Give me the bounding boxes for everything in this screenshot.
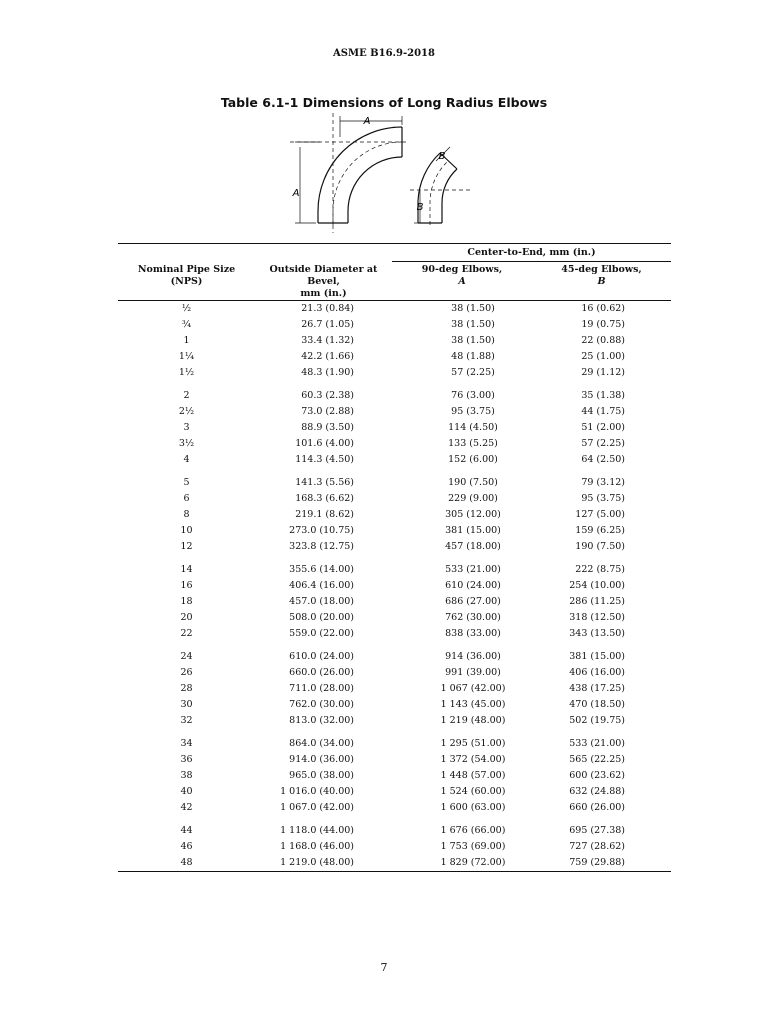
cell-od: 406.4 (16.00) (289, 579, 354, 591)
cell-90deg: 533 (21.00) (445, 563, 501, 575)
table-row (118, 784, 671, 800)
cell-nps: 42 (180, 801, 193, 813)
cell-45deg: 343 (13.50) (569, 627, 626, 639)
cell-od: 1 219.0 (48.00) (255, 855, 392, 872)
cell-45deg: 381 (15.00) (569, 650, 626, 662)
cell-90deg: 1 829 (72.00) (392, 855, 532, 872)
cell-nps: 10 (180, 524, 193, 536)
cell-nps: 34 (180, 737, 193, 749)
cell-90deg: 1 067 (42.00) (440, 682, 506, 694)
cell-od: 73.0 (2.88) (301, 405, 354, 417)
cell-nps: 40 (180, 785, 193, 797)
cell-nps: 48 (118, 855, 255, 872)
cell-90deg: 57 (2.25) (451, 366, 495, 378)
table-row (118, 404, 671, 420)
table-row (118, 555, 671, 578)
cell-45deg: 759 (29.88) (532, 855, 671, 872)
cell-90deg: 1 600 (63.00) (440, 801, 506, 813)
cell-nps: 5 (183, 476, 190, 488)
cell-od: 101.6 (4.00) (295, 437, 354, 449)
cell-45deg: 44 (1.75) (581, 405, 626, 417)
cell-45deg: 438 (17.25) (569, 682, 626, 694)
cell-nps: 36 (180, 753, 193, 765)
cell-od: 355.6 (14.00) (289, 563, 354, 575)
table-row (118, 317, 671, 333)
cell-nps: 2½ (178, 405, 195, 417)
cell-nps: 2 (183, 389, 190, 401)
cell-od: 88.9 (3.50) (301, 421, 354, 433)
cell-nps: 1½ (178, 366, 195, 378)
cell-od: 33.4 (1.32) (301, 334, 354, 346)
cell-90deg: 1 676 (66.00) (440, 824, 506, 836)
cell-od: 42.2 (1.66) (301, 350, 354, 362)
cell-od: 26.7 (1.05) (301, 318, 354, 330)
cell-90deg: 95 (3.75) (451, 405, 495, 417)
cell-90deg: 48 (1.88) (451, 350, 495, 362)
cell-90deg: 305 (12.00) (445, 508, 501, 520)
table-row (118, 665, 671, 681)
cell-od: 168.3 (6.62) (295, 492, 354, 504)
cell-90deg: 1 143 (45.00) (440, 698, 506, 710)
cell-nps: 3½ (178, 437, 195, 449)
cell-90deg: 133 (5.25) (448, 437, 498, 449)
cell-od: 457.0 (18.00) (289, 595, 354, 607)
cell-nps: 1 (183, 334, 190, 346)
cell-od: 1 168.0 (46.00) (280, 840, 354, 852)
cell-90deg: 381 (15.00) (445, 524, 501, 536)
table-row (118, 523, 671, 539)
cell-45deg: 632 (24.88) (569, 785, 626, 797)
table-row (118, 539, 671, 555)
cell-nps: 3 (183, 421, 190, 433)
cell-45deg: 502 (19.75) (569, 714, 626, 726)
table-row (118, 697, 671, 713)
table-row (118, 855, 671, 872)
cell-nps: 24 (180, 650, 193, 662)
cell-od: 1 118.0 (44.00) (280, 824, 354, 836)
cell-90deg: 914 (36.00) (445, 650, 501, 662)
cell-nps: 18 (180, 595, 193, 607)
table-row (118, 752, 671, 768)
table-row (118, 642, 671, 665)
cell-45deg: 406 (16.00) (569, 666, 626, 678)
table-row (118, 768, 671, 784)
dim-label-a-side: A (292, 188, 300, 199)
cell-90deg: 1 448 (57.00) (440, 769, 506, 781)
cell-90deg: 1 524 (60.00) (440, 785, 506, 797)
table-row (118, 594, 671, 610)
table-row (118, 507, 671, 523)
cell-od: 660.0 (26.00) (289, 666, 354, 678)
cell-od: 323.8 (12.75) (289, 540, 354, 552)
cell-90deg: 1 372 (54.00) (440, 753, 506, 765)
cell-45deg: 600 (23.62) (569, 769, 626, 781)
cell-nps: 20 (180, 611, 193, 623)
cell-nps: 6 (183, 492, 190, 504)
col-header-45deg: 45-deg Elbows, B (532, 262, 671, 301)
table-row (118, 300, 671, 317)
col-header-od: Outside Diameter at Bevel, mm (in.) (255, 262, 392, 301)
cell-nps: 28 (180, 682, 193, 694)
cell-90deg: 229 (9.00) (448, 492, 498, 504)
cell-45deg: 727 (28.62) (569, 840, 626, 852)
cell-90deg: 838 (33.00) (445, 627, 501, 639)
cell-45deg: 533 (21.00) (569, 737, 626, 749)
cell-nps: 8 (183, 508, 190, 520)
dim-label-b-angled: B (438, 151, 446, 162)
cell-nps: 1¼ (178, 350, 195, 362)
cell-od: 114.3 (4.50) (295, 453, 354, 465)
cell-45deg: 22 (0.88) (581, 334, 626, 346)
cell-nps: 46 (180, 840, 193, 852)
cell-90deg: 152 (6.00) (448, 453, 498, 465)
cell-od: 48.3 (1.90) (301, 366, 354, 378)
cell-45deg: 222 (8.75) (575, 563, 626, 575)
cell-od: 813.0 (32.00) (289, 714, 354, 726)
cell-45deg: 254 (10.00) (569, 579, 626, 591)
cell-45deg: 25 (1.00) (581, 350, 626, 362)
page-number: 7 (380, 961, 388, 974)
cell-45deg: 57 (2.25) (581, 437, 626, 449)
cell-90deg: 1 295 (51.00) (440, 737, 506, 749)
cell-90deg: 457 (18.00) (445, 540, 501, 552)
cell-od: 1 067.0 (42.00) (280, 801, 354, 813)
cell-45deg: 19 (0.75) (581, 318, 626, 330)
cell-90deg: 190 (7.50) (448, 476, 498, 488)
col-header-90deg: 90-deg Elbows, A (392, 262, 532, 301)
cell-90deg: 1 219 (48.00) (440, 714, 506, 726)
table-row (118, 816, 671, 839)
cell-45deg: 35 (1.38) (581, 389, 626, 401)
table-row (118, 681, 671, 697)
cell-90deg: 1 753 (69.00) (440, 840, 506, 852)
dim-label-b-side: B (416, 202, 424, 213)
cell-90deg: 38 (1.50) (451, 302, 495, 314)
cell-45deg: 286 (11.25) (569, 595, 626, 607)
cell-45deg: 470 (18.50) (569, 698, 626, 710)
cell-45deg: 79 (3.12) (581, 476, 626, 488)
cell-nps: 44 (180, 824, 193, 836)
cell-od: 60.3 (2.38) (301, 389, 354, 401)
cell-45deg: 695 (27.38) (569, 824, 626, 836)
cell-nps: 32 (180, 714, 193, 726)
dimensions-table (118, 243, 671, 872)
cell-90deg: 38 (1.50) (451, 334, 495, 346)
cell-od: 141.3 (5.56) (295, 476, 354, 488)
table-row (118, 468, 671, 491)
cell-nps: 4 (183, 453, 190, 465)
table-row (118, 713, 671, 729)
table-row (118, 839, 671, 855)
cell-od: 1 016.0 (40.00) (280, 785, 354, 797)
cell-od: 508.0 (20.00) (289, 611, 354, 623)
cell-nps: 38 (180, 769, 193, 781)
table-row (118, 610, 671, 626)
cell-od: 610.0 (24.00) (289, 650, 354, 662)
table-row (118, 491, 671, 507)
table-row (118, 800, 671, 816)
cell-od: 762.0 (30.00) (289, 698, 354, 710)
cell-45deg: 95 (3.75) (581, 492, 626, 504)
running-header: ASME B16.9-2018 (333, 48, 435, 59)
table-title: Table 6.1-1 Dimensions of Long Radius Elbows (220, 95, 548, 110)
cell-od: 965.0 (38.00) (289, 769, 354, 781)
cell-od: 273.0 (10.75) (289, 524, 354, 536)
cell-nps: 12 (180, 540, 193, 552)
cell-nps: ½ (181, 302, 192, 314)
cell-nps: 22 (180, 627, 193, 639)
table-row (118, 626, 671, 642)
col-header-nps: Nominal Pipe Size (NPS) (118, 262, 255, 301)
cell-45deg: 190 (7.50) (575, 540, 626, 552)
cell-45deg: 127 (5.00) (575, 508, 626, 520)
cell-45deg: 29 (1.12) (581, 366, 626, 378)
cell-45deg: 64 (2.50) (581, 453, 626, 465)
cell-90deg: 38 (1.50) (451, 318, 495, 330)
cell-45deg: 159 (6.25) (575, 524, 626, 536)
cell-od: 711.0 (28.00) (289, 682, 354, 694)
cell-od: 864.0 (34.00) (289, 737, 354, 749)
cell-nps: 26 (180, 666, 193, 678)
cell-90deg: 610 (24.00) (445, 579, 501, 591)
table-row (118, 365, 671, 381)
cell-45deg: 660 (26.00) (569, 801, 626, 813)
center-to-end-header: Center-to-End, mm (in.) (392, 244, 671, 262)
cell-nps: 30 (180, 698, 193, 710)
cell-od: 219.1 (8.62) (295, 508, 354, 520)
cell-45deg: 51 (2.00) (581, 421, 626, 433)
cell-90deg: 76 (3.00) (451, 389, 495, 401)
table-row (118, 436, 671, 452)
cell-od: 21.3 (0.84) (301, 302, 354, 314)
cell-od: 559.0 (22.00) (289, 627, 354, 639)
cell-90deg: 991 (39.00) (445, 666, 501, 678)
cell-90deg: 762 (30.00) (445, 611, 501, 623)
elbow-diagram (290, 113, 490, 238)
table-row (118, 420, 671, 436)
table-row (118, 381, 671, 404)
table-row (118, 452, 671, 468)
cell-45deg: 16 (0.62) (581, 302, 626, 314)
table-row (118, 333, 671, 349)
dim-label-a-top: A (363, 116, 371, 127)
table-row (118, 729, 671, 752)
table-row (118, 578, 671, 594)
cell-nps: ¾ (181, 318, 192, 330)
cell-90deg: 686 (27.00) (445, 595, 501, 607)
cell-90deg: 114 (4.50) (448, 421, 498, 433)
cell-nps: 14 (180, 563, 193, 575)
cell-45deg: 318 (12.50) (569, 611, 626, 623)
cell-nps: 16 (180, 579, 193, 591)
cell-od: 914.0 (36.00) (289, 753, 354, 765)
cell-45deg: 565 (22.25) (569, 753, 626, 765)
table-row (118, 349, 671, 365)
